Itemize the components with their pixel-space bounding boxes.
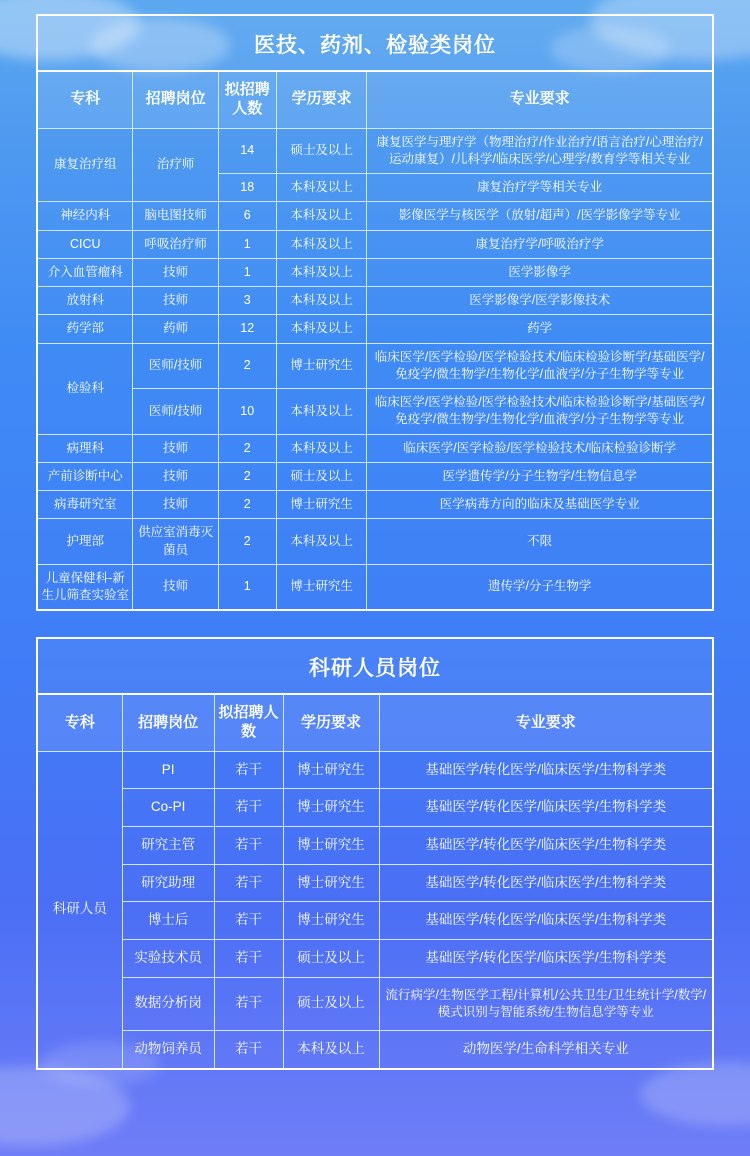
table-row	[37, 434, 713, 462]
table-row	[37, 128, 713, 174]
cell-education: 博士研究生	[283, 751, 379, 789]
cell-position: 治疗师	[133, 128, 218, 202]
cell-specialty: 科研人员	[37, 751, 122, 1068]
cell-headcount: 1	[218, 230, 276, 258]
cell-major: 动物医学/生命科学相关专业	[379, 1031, 713, 1069]
cell-position: 动物饲养员	[122, 1031, 214, 1069]
column-header-specialty: 专科	[37, 694, 122, 751]
cell-major: 基础医学/转化医学/临床医学/生物科学类	[379, 902, 713, 940]
table-row	[37, 389, 713, 435]
cell-education: 硕士及以上	[283, 939, 379, 977]
cell-headcount: 若干	[214, 902, 283, 940]
table-row	[37, 462, 713, 490]
table-row	[37, 751, 713, 789]
column-header-headcount: 拟招聘人数	[214, 694, 283, 751]
cell-major: 康复医学与理疗学（物理治疗/作业治疗/语言治疗/心理治疗/运动康复）/儿科学/临床医学/心理学/教育学等相关专业	[367, 128, 713, 174]
cell-position: 医师/技师	[133, 343, 218, 389]
cell-education: 本科及以上	[276, 202, 367, 230]
cell-education: 本科及以上	[276, 230, 367, 258]
table-row	[37, 827, 713, 865]
cell-specialty: CICU	[37, 230, 133, 258]
cell-headcount: 2	[218, 519, 276, 565]
cell-headcount: 6	[218, 202, 276, 230]
cell-position: 供应室消毒灭菌员	[133, 519, 218, 565]
cell-headcount: 18	[218, 174, 276, 202]
cell-major: 医学影像学/医学影像技术	[367, 287, 713, 315]
cell-headcount: 1	[218, 258, 276, 286]
cell-specialty: 产前诊断中心	[37, 462, 133, 490]
cell-specialty: 介入血管瘤科	[37, 258, 133, 286]
table-row	[37, 1031, 713, 1069]
cell-position: 脑电图技师	[133, 202, 218, 230]
column-header-position: 招聘岗位	[133, 71, 218, 128]
decorative-cloud	[640, 1062, 750, 1126]
table-row	[37, 491, 713, 519]
cell-position: 数据分析岗	[122, 977, 214, 1031]
cell-headcount: 若干	[214, 939, 283, 977]
column-header-major: 专业要求	[367, 71, 713, 128]
cell-position: 实验技术员	[122, 939, 214, 977]
cell-education: 本科及以上	[276, 258, 367, 286]
cell-position: 研究助理	[122, 864, 214, 902]
cell-major: 医学病毒方向的临床及基础医学专业	[367, 491, 713, 519]
table-row	[37, 343, 713, 389]
table-row	[37, 939, 713, 977]
section-title: 科研人员岗位	[36, 637, 714, 693]
cell-specialty: 检验科	[37, 343, 133, 434]
cell-headcount: 若干	[214, 827, 283, 865]
cell-education: 博士研究生	[276, 564, 367, 610]
cell-headcount: 1	[218, 564, 276, 610]
cell-education: 博士研究生	[283, 789, 379, 827]
cell-education: 博士研究生	[276, 343, 367, 389]
column-header-major: 专业要求	[379, 694, 713, 751]
cell-position: 医师/技师	[133, 389, 218, 435]
cell-major: 基础医学/转化医学/临床医学/生物科学类	[379, 864, 713, 902]
cell-education: 本科及以上	[283, 1031, 379, 1069]
cell-position: Co-PI	[122, 789, 214, 827]
cell-headcount: 若干	[214, 789, 283, 827]
cell-position: PI	[122, 751, 214, 789]
cell-major: 医学遗传学/分子生物学/生物信息学	[367, 462, 713, 490]
cell-specialty: 康复治疗组	[37, 128, 133, 202]
cell-position: 技师	[133, 564, 218, 610]
table-row	[37, 315, 713, 343]
cell-position: 技师	[133, 287, 218, 315]
cell-headcount: 若干	[214, 977, 283, 1031]
cell-education: 本科及以上	[276, 389, 367, 435]
cell-position: 技师	[133, 434, 218, 462]
cell-specialty: 放射科	[37, 287, 133, 315]
cell-major: 临床医学/医学检验/医学检验技术/临床检验诊断学/基础医学/免疫学/微生物学/生物化学/血液学/分子生物学等专业	[367, 389, 713, 435]
table-row	[37, 564, 713, 610]
cell-education: 博士研究生	[283, 827, 379, 865]
cell-education: 硕士及以上	[276, 128, 367, 174]
cell-education: 本科及以上	[276, 434, 367, 462]
column-header-position: 招聘岗位	[122, 694, 214, 751]
cell-headcount: 14	[218, 128, 276, 174]
cell-education: 博士研究生	[276, 491, 367, 519]
cell-major: 临床医学/医学检验/医学检验技术/临床检验诊断学/基础医学/免疫学/微生物学/生物化学/血液学/分子生物学等专业	[367, 343, 713, 389]
cell-headcount: 2	[218, 434, 276, 462]
decorative-cloud	[0, 1066, 130, 1146]
medical-technical-table	[36, 70, 714, 611]
section-medical-technical-posts	[36, 14, 714, 611]
table-row	[37, 864, 713, 902]
cell-major: 影像医学与核医学（放射/超声）/医学影像学等专业	[367, 202, 713, 230]
table-row	[37, 258, 713, 286]
table-header-row	[37, 71, 713, 128]
cell-education: 本科及以上	[276, 519, 367, 565]
cell-education: 博士研究生	[283, 902, 379, 940]
cell-position: 药师	[133, 315, 218, 343]
cell-headcount: 3	[218, 287, 276, 315]
column-header-specialty: 专科	[37, 71, 133, 128]
cell-major: 基础医学/转化医学/临床医学/生物科学类	[379, 939, 713, 977]
column-header-education: 学历要求	[276, 71, 367, 128]
cell-headcount: 12	[218, 315, 276, 343]
cell-major: 康复治疗学等相关专业	[367, 174, 713, 202]
cell-headcount: 2	[218, 343, 276, 389]
cell-education: 博士研究生	[283, 864, 379, 902]
cell-position: 博士后	[122, 902, 214, 940]
table-row	[37, 230, 713, 258]
cell-education: 本科及以上	[276, 287, 367, 315]
cell-headcount: 若干	[214, 864, 283, 902]
table-row	[37, 287, 713, 315]
cell-specialty: 护理部	[37, 519, 133, 565]
table-row	[37, 202, 713, 230]
column-header-headcount: 拟招聘人数	[218, 71, 276, 128]
cell-specialty: 儿童保健科-新生儿筛查实验室	[37, 564, 133, 610]
cell-major: 不限	[367, 519, 713, 565]
section-research-posts	[36, 637, 714, 1069]
cell-position: 技师	[133, 258, 218, 286]
cell-headcount: 若干	[214, 751, 283, 789]
cell-position: 研究主管	[122, 827, 214, 865]
cell-major: 药学	[367, 315, 713, 343]
table-row	[37, 977, 713, 1031]
research-table	[36, 693, 714, 1069]
cell-major: 临床医学/医学检验/医学检验技术/临床检验诊断学	[367, 434, 713, 462]
cell-education: 本科及以上	[276, 174, 367, 202]
table-row	[37, 789, 713, 827]
cell-position: 技师	[133, 462, 218, 490]
cell-major: 基础医学/转化医学/临床医学/生物科学类	[379, 827, 713, 865]
column-header-education: 学历要求	[283, 694, 379, 751]
cell-education: 硕士及以上	[276, 462, 367, 490]
cell-position: 呼吸治疗师	[133, 230, 218, 258]
cell-specialty: 神经内科	[37, 202, 133, 230]
table-row	[37, 519, 713, 565]
cell-major: 流行病学/生物医学工程/计算机/公共卫生/卫生统计学/数学/模式识别与智能系统/生物信息学等专业	[379, 977, 713, 1031]
section-title: 医技、药剂、检验类岗位	[36, 14, 714, 70]
cell-headcount: 2	[218, 462, 276, 490]
cell-headcount: 10	[218, 389, 276, 435]
cell-education: 本科及以上	[276, 315, 367, 343]
cell-specialty: 病毒研究室	[37, 491, 133, 519]
cell-position: 技师	[133, 491, 218, 519]
cell-specialty: 病理科	[37, 434, 133, 462]
cell-education: 硕士及以上	[283, 977, 379, 1031]
cell-major: 遗传学/分子生物学	[367, 564, 713, 610]
cell-headcount: 2	[218, 491, 276, 519]
table-row	[37, 902, 713, 940]
cell-major: 康复治疗学/呼吸治疗学	[367, 230, 713, 258]
table-header-row	[37, 694, 713, 751]
cell-major: 医学影像学	[367, 258, 713, 286]
cell-headcount: 若干	[214, 1031, 283, 1069]
cell-major: 基础医学/转化医学/临床医学/生物科学类	[379, 751, 713, 789]
cell-major: 基础医学/转化医学/临床医学/生物科学类	[379, 789, 713, 827]
cell-specialty: 药学部	[37, 315, 133, 343]
